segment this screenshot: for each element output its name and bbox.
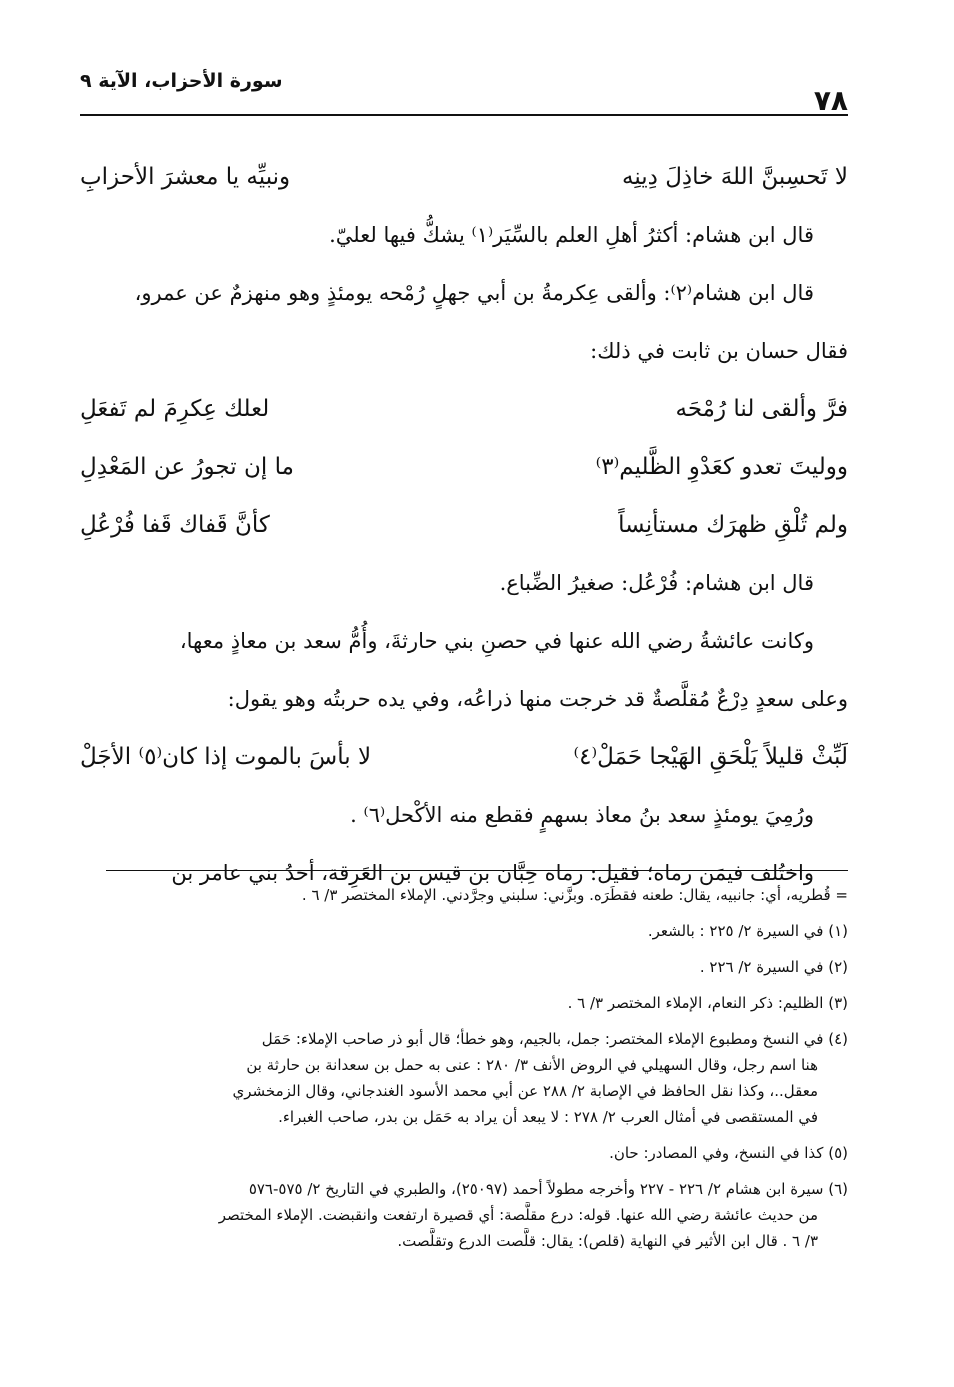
- paragraph-line: وعلى سعدٍ دِرْعٌ مُقلَّصةٌ قد خرجت منها ذراعُه، وفي يده حربتُه وهو يقول:: [227, 687, 848, 711]
- footnote-line: (٦) سيرة ابن هشام ٢/ ٢٢٦ - ٢٢٧ وأخرجه مطولاً أحمد (٢٥٠٩٧)، والطبري في التاريخ ٢/ ٥٧٥-٥٧٦: [248, 1180, 848, 1198]
- footnote-5: [80, 1140, 848, 1166]
- footnote-3: [80, 990, 848, 1016]
- verse-first-hemistich: لا تَحسِبنَّ اللهَ خاذِلَ دِينِه: [621, 164, 848, 190]
- verse-second-hemistich: لا بأسَ بالموت إذا كان⁽٥⁾ الأجَلْ: [80, 744, 372, 770]
- verse-second-hemistich: كأنَّ قَفاك قَفا فُرْعُلِ: [80, 512, 270, 538]
- footnote-line: معقل..، وكذا نقل الحافظ في الإصابة ٢/ ٢٨٨ عن أبي محمد الأسود الغندجاني، وقال الزمخشري: [232, 1082, 818, 1100]
- footnote-1: [80, 918, 848, 944]
- footnote-line: (١) في السيرة ٢/ ٢٢٥ : بالشعر.: [647, 922, 848, 940]
- verse-first-hemistich: لَبِّثْ قليلاً يَلْحَقِ الهَيْجا حَمَلْ⁽٤⁾: [573, 744, 848, 770]
- main-text: [80, 148, 848, 902]
- footnote-line: = قُطريه، أي: جانبيه، يقال: طعنه فقطَرَه. وبزَّني: سلبني وجرَّدني. الإملاء المختصر ٣/ ٦ .: [301, 886, 848, 904]
- footnote-6: [80, 1176, 848, 1254]
- paragraph-line: قال ابن هشام⁽٢⁾: وألقى عِكرمةُ بن أبي جهلٍ رُمْحه يومئذٍ وهو منهزمٌ عن عمرو،: [134, 281, 814, 305]
- footnote-line: من حديث عائشة رضي الله عنها. قوله: درع مقلَّصة: أي قصيرة ارتفعت وانقبضت. الإملاء المختصر: [218, 1206, 818, 1224]
- footnotes: [80, 882, 848, 1264]
- footnote-line: (٣) الظليم: ذكر النعام، الإملاء المختصر ٣/ ٦ .: [567, 994, 848, 1012]
- running-title: سورة الأحزاب، الآية ٩: [80, 70, 283, 92]
- poem-verse-2: [80, 380, 848, 438]
- verse-second-hemistich: لعلك عِكرِمَ لم تَفعَلِ: [80, 396, 270, 422]
- paragraph-line: قال ابن هشام: فُرْعُل: صغيرُ الضِّباع.: [499, 571, 814, 595]
- footnote-4: [80, 1026, 848, 1130]
- poem-verse-5: [80, 728, 848, 786]
- poem-verse-3: [80, 438, 848, 496]
- paragraph-line: فقال حسان بن ثابت في ذلك:: [590, 339, 848, 363]
- verse-second-hemistich: ما إن تجورُ عن المَعْدِلِ: [80, 454, 294, 480]
- page-header: [80, 62, 848, 116]
- paragraph-line: وكانت عائشةُ رضي الله عنها في حصنِ بني حارثةَ، وأُمُّ سعد بن معاذٍ معها،: [179, 629, 814, 653]
- verse-first-hemistich: ولم تُلْقِ ظهرَك مستأنِساً: [618, 512, 848, 538]
- footnote-divider: [106, 870, 848, 871]
- verse-first-hemistich: فرَّ وألقى لنا رُمْحَه: [675, 396, 848, 422]
- footnote-line: (٥) كذا في النسخ، وفي المصادر: حان.: [609, 1144, 848, 1162]
- verse-first-hemistich: ووليتَ تعدو كعَدْوِ الظَّليم⁽٣⁾: [595, 454, 848, 480]
- footnote-2: [80, 954, 848, 980]
- poem-verse-4: [80, 496, 848, 554]
- footnote-continuation: [80, 882, 848, 908]
- footnote-line: ٣/ ٦ . قال ابن الأثير في النهاية (قلص): يقال: قلَّصت الدرع وتقلَّصت.: [397, 1232, 818, 1250]
- verse-second-hemistich: ونبيِّه يا معشرَ الأحزابِ: [80, 164, 291, 190]
- footnote-line: (٤) في النسخ ومطبوع الإملاء المختصر: جمل، بالجيم، وهو خطأ؛ قال أبو ذر صاحب الإملاء: حَمَل: [261, 1030, 848, 1048]
- paragraph-line: واختُلف فيمَن رماه؛ فقيل: رماه حِبَّان بن قيس بن العَرِقة، أحدُ بني عامر بن: [171, 861, 814, 885]
- paragraph-line: ورُمِيَ يومئذٍ سعد بنُ معاذ بسهمٍ فقطع منه الأكْحل⁽٦⁾ .: [350, 803, 814, 827]
- footnote-line: في المستقصى في أمثال العرب ٢/ ٢٧٨ : لا يبعد أن يراد به حَمَل بن بدر، صاحب الغبراء.: [278, 1108, 818, 1126]
- poem-verse-1: [80, 148, 848, 206]
- footnote-line: هنا اسم رجل، وقال السهيلي في الروض الأنف ٣/ ٢٨٠ : عنى به حمل بن سعدانة بن حارثة بن: [246, 1056, 818, 1074]
- footnote-line: (٢) في السيرة ٢/ ٢٢٦ .: [699, 958, 848, 976]
- paragraph-line: قال ابن هشام: أكثرُ أهلِ العلم بالسِّيَر⁽١⁾ يشكُّ فيها لعليّ.: [329, 223, 814, 247]
- page-number: ٧٨: [813, 84, 848, 117]
